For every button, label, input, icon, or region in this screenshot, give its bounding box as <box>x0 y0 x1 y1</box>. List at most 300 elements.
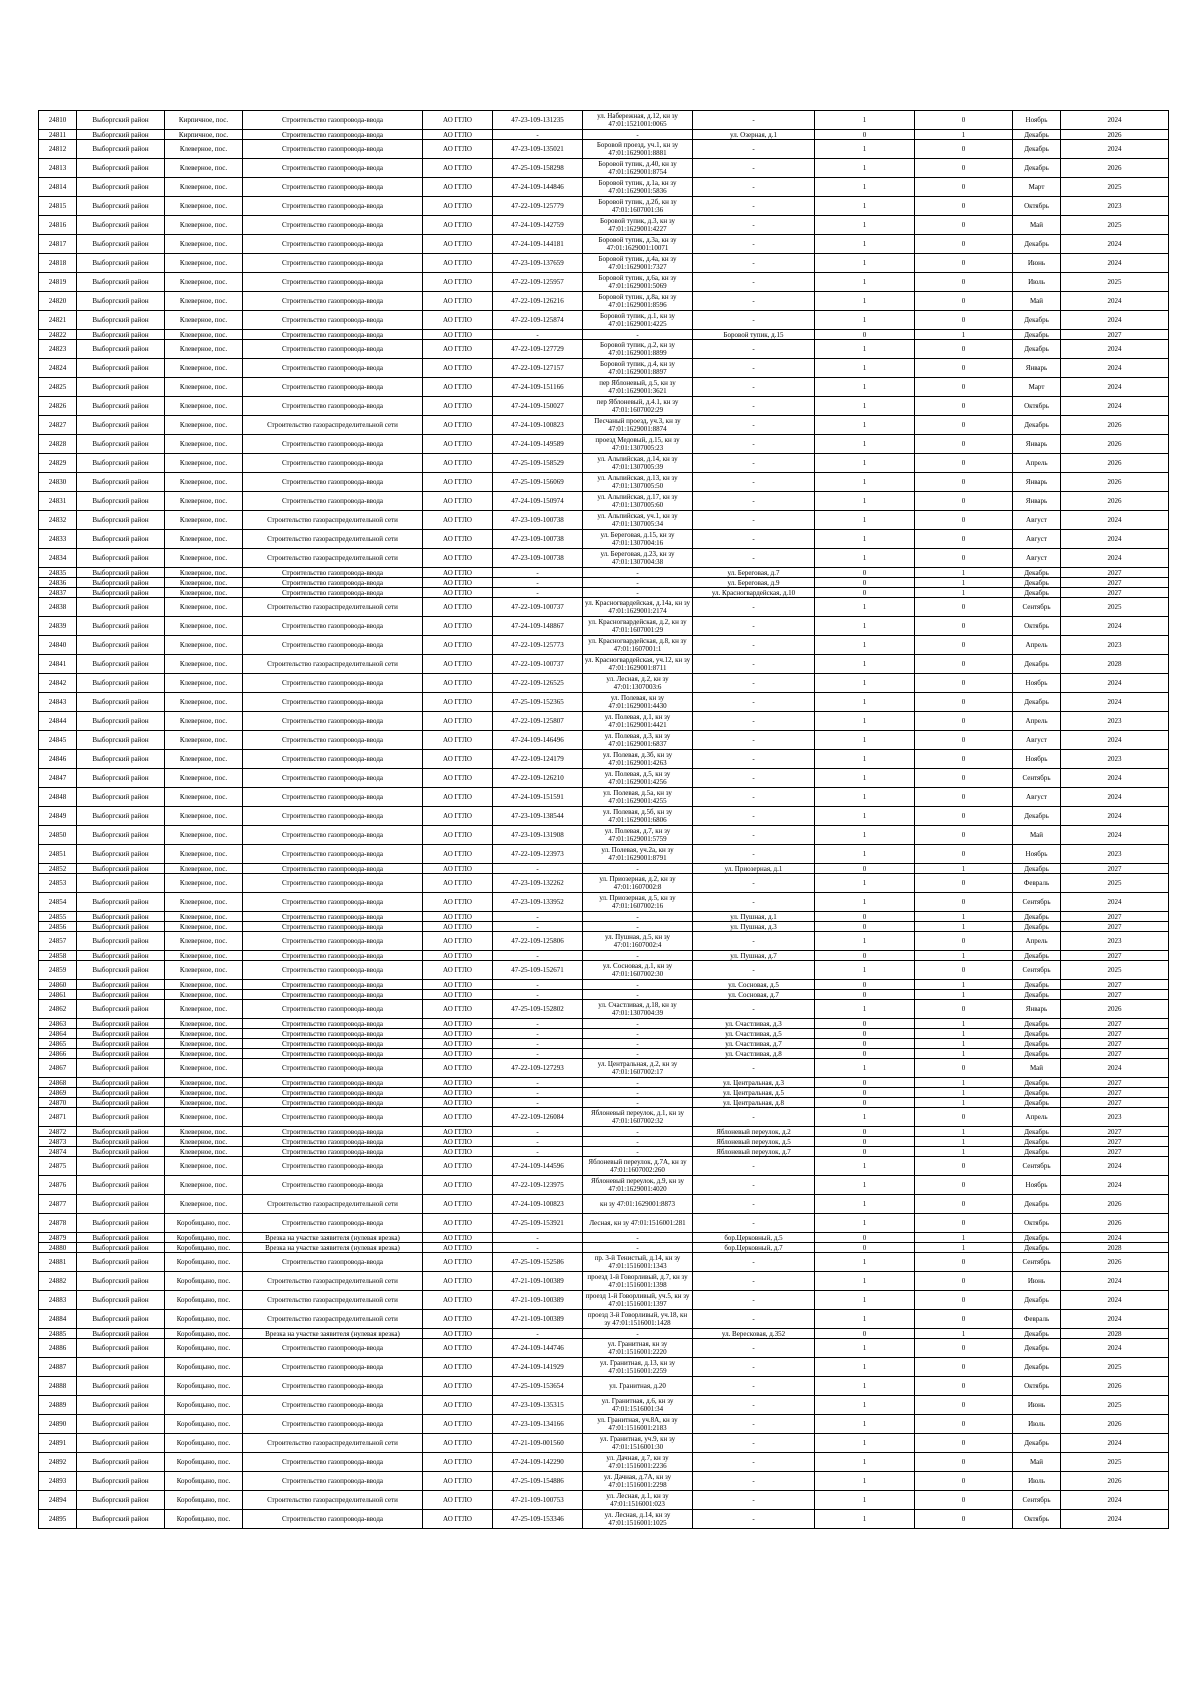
cell-year: 2024 <box>1061 807 1169 826</box>
cell-org: АО ГГЛО <box>423 932 493 951</box>
table-row <box>39 617 1169 636</box>
cell-month: Декабрь <box>1013 578 1061 588</box>
cell-code: 47-25-109-152671 <box>493 961 583 980</box>
cell-work: Врезка на участке заявителя (нулевая врезка) <box>243 1233 423 1243</box>
cell-a: 1 <box>815 492 915 511</box>
cell-code: 47-24-109-142759 <box>493 216 583 235</box>
cell-work: Строительство газопровода-ввода <box>243 454 423 473</box>
table-row <box>39 750 1169 769</box>
cell-month: Март <box>1013 178 1061 197</box>
table-row <box>39 311 1169 330</box>
cell-addr2: - <box>693 893 815 912</box>
cell-addr2: - <box>693 769 815 788</box>
cell-org: АО ГГЛО <box>423 1000 493 1019</box>
cell-org: АО ГГЛО <box>423 1377 493 1396</box>
cell-work: Строительство газопровода-ввода <box>243 435 423 454</box>
cell-locality: Клеверное, пос. <box>165 588 243 598</box>
cell-code: 47-25-109-156069 <box>493 473 583 492</box>
cell-n: 24893 <box>39 1472 77 1491</box>
cell-code: 47-23-109-134166 <box>493 1415 583 1434</box>
cell-month: Декабрь <box>1013 1029 1061 1039</box>
cell-month: Декабрь <box>1013 990 1061 1000</box>
cell-n: 24810 <box>39 111 77 130</box>
cell-year: 2025 <box>1061 961 1169 980</box>
cell-a: 1 <box>815 617 915 636</box>
cell-a: 0 <box>815 1049 915 1059</box>
cell-code: - <box>493 1329 583 1339</box>
cell-year: 2023 <box>1061 750 1169 769</box>
table-row <box>39 254 1169 273</box>
cell-work: Строительство газопровода-ввода <box>243 1059 423 1078</box>
cell-code: 47-24-109-141929 <box>493 1358 583 1377</box>
cell-code: - <box>493 1233 583 1243</box>
cell-locality: Клеверное, пос. <box>165 750 243 769</box>
cell-month: Ноябрь <box>1013 845 1061 864</box>
cell-locality: Клеверное, пос. <box>165 922 243 932</box>
cell-b: 0 <box>915 416 1013 435</box>
cell-district: Выборгский район <box>77 1396 165 1415</box>
cell-code: 47-21-109-100389 <box>493 1310 583 1329</box>
cell-addr: ул. Полевая, д.5б, кн зу 47:01:1629001:6806 <box>583 807 693 826</box>
cell-n: 24877 <box>39 1195 77 1214</box>
cell-org: АО ГГЛО <box>423 473 493 492</box>
cell-addr2: Яблоневый переулок, д.2 <box>693 1127 815 1137</box>
cell-code: 47-25-109-158529 <box>493 454 583 473</box>
cell-a: 1 <box>815 159 915 178</box>
cell-code: - <box>493 1078 583 1088</box>
cell-b: 0 <box>915 1272 1013 1291</box>
cell-district: Выборгский район <box>77 1108 165 1127</box>
cell-a: 0 <box>815 1098 915 1108</box>
cell-year: 2027 <box>1061 588 1169 598</box>
cell-district: Выборгский район <box>77 769 165 788</box>
cell-addr2: - <box>693 874 815 893</box>
cell-locality: Коробицыно, пос. <box>165 1453 243 1472</box>
cell-year: 2024 <box>1061 1059 1169 1078</box>
table-row <box>39 932 1169 951</box>
cell-addr2: - <box>693 1272 815 1291</box>
cell-org: АО ГГЛО <box>423 912 493 922</box>
cell-org: АО ГГЛО <box>423 1472 493 1491</box>
cell-year: 2024 <box>1061 111 1169 130</box>
cell-addr2: - <box>693 674 815 693</box>
cell-b: 0 <box>915 254 1013 273</box>
cell-locality: Клеверное, пос. <box>165 1059 243 1078</box>
cell-n: 24865 <box>39 1039 77 1049</box>
cell-addr: ул. Приозерная, д.2, кн зу 47:01:1607002:8 <box>583 874 693 893</box>
cell-locality: Клеверное, пос. <box>165 254 243 273</box>
cell-b: 0 <box>915 845 1013 864</box>
cell-month: Июнь <box>1013 1396 1061 1415</box>
cell-org: АО ГГЛО <box>423 1019 493 1029</box>
cell-a: 1 <box>815 473 915 492</box>
table-row <box>39 1396 1169 1415</box>
cell-b: 0 <box>915 397 1013 416</box>
cell-b: 1 <box>915 1039 1013 1049</box>
cell-locality: Клеверное, пос. <box>165 980 243 990</box>
cell-work: Строительство газопровода-ввода <box>243 1472 423 1491</box>
cell-year: 2027 <box>1061 1029 1169 1039</box>
cell-addr: - <box>583 568 693 578</box>
table-row <box>39 1339 1169 1358</box>
cell-org: АО ГГЛО <box>423 235 493 254</box>
table-row <box>39 1377 1169 1396</box>
cell-b: 0 <box>915 1059 1013 1078</box>
cell-org: АО ГГЛО <box>423 826 493 845</box>
table-row <box>39 1127 1169 1137</box>
cell-a: 1 <box>815 1339 915 1358</box>
cell-locality: Коробицыно, пос. <box>165 1310 243 1329</box>
cell-a: 1 <box>815 1291 915 1310</box>
cell-year: 2023 <box>1061 932 1169 951</box>
cell-addr2: - <box>693 1157 815 1176</box>
cell-addr: ул. Гранитная, уч.9, кн зу 47:01:1516001:30 <box>583 1434 693 1453</box>
cell-month: Декабрь <box>1013 1233 1061 1243</box>
cell-year: 2024 <box>1061 1272 1169 1291</box>
table-row <box>39 435 1169 454</box>
cell-work: Строительство газопровода-ввода <box>243 1137 423 1147</box>
cell-org: АО ГГЛО <box>423 893 493 912</box>
cell-year: 2026 <box>1061 1415 1169 1434</box>
cell-n: 24834 <box>39 549 77 568</box>
cell-year: 2024 <box>1061 359 1169 378</box>
cell-b: 0 <box>915 1339 1013 1358</box>
cell-org: АО ГГЛО <box>423 1127 493 1137</box>
cell-locality: Клеверное, пос. <box>165 826 243 845</box>
cell-code: 47-22-109-126216 <box>493 292 583 311</box>
cell-year: 2024 <box>1061 397 1169 416</box>
cell-year: 2025 <box>1061 178 1169 197</box>
cell-code: 47-22-109-127293 <box>493 1059 583 1078</box>
cell-month: Декабрь <box>1013 568 1061 578</box>
cell-a: 0 <box>815 1243 915 1253</box>
cell-work: Строительство газопровода-ввода <box>243 912 423 922</box>
cell-month: Сентябрь <box>1013 1157 1061 1176</box>
cell-work: Строительство газораспределительной сети <box>243 1310 423 1329</box>
cell-addr: Боровой тупик, д.1а, кн зу 47:01:1629001:5836 <box>583 178 693 197</box>
cell-addr2: - <box>693 1377 815 1396</box>
cell-work: Строительство газопровода-ввода <box>243 197 423 216</box>
cell-b: 0 <box>915 340 1013 359</box>
table-body <box>39 111 1169 1529</box>
cell-b: 0 <box>915 492 1013 511</box>
cell-month: Декабрь <box>1013 807 1061 826</box>
cell-org: АО ГГЛО <box>423 788 493 807</box>
cell-addr: проезд Медовый, д.15, кн зу 47:01:1307005:23 <box>583 435 693 454</box>
cell-work: Строительство газораспределительной сети <box>243 1195 423 1214</box>
cell-code: 47-25-109-152586 <box>493 1253 583 1272</box>
cell-addr2: - <box>693 140 815 159</box>
cell-district: Выборгский район <box>77 912 165 922</box>
cell-district: Выборгский район <box>77 397 165 416</box>
cell-district: Выборгский район <box>77 292 165 311</box>
cell-a: 1 <box>815 530 915 549</box>
cell-addr: - <box>583 980 693 990</box>
cell-month: Декабрь <box>1013 1019 1061 1029</box>
cell-code: 47-25-109-153921 <box>493 1214 583 1233</box>
cell-year: 2024 <box>1061 292 1169 311</box>
cell-n: 24874 <box>39 1147 77 1157</box>
table-row <box>39 578 1169 588</box>
cell-addr: Боровой проезд, уч.1, кн зу 47:01:1629001:8881 <box>583 140 693 159</box>
cell-n: 24863 <box>39 1019 77 1029</box>
cell-year: 2027 <box>1061 1147 1169 1157</box>
cell-year: 2027 <box>1061 578 1169 588</box>
table-row <box>39 1195 1169 1214</box>
cell-district: Выборгский район <box>77 788 165 807</box>
cell-addr: пр. 3-й Тенистый, д.14, кн зу 47:01:1516001:1343 <box>583 1253 693 1272</box>
cell-n: 24883 <box>39 1291 77 1310</box>
cell-a: 1 <box>815 1253 915 1272</box>
cell-n: 24859 <box>39 961 77 980</box>
cell-org: АО ГГЛО <box>423 1039 493 1049</box>
cell-a: 0 <box>815 1078 915 1088</box>
table-row <box>39 990 1169 1000</box>
cell-year: 2027 <box>1061 1078 1169 1088</box>
cell-n: 24832 <box>39 511 77 530</box>
cell-year: 2024 <box>1061 1157 1169 1176</box>
cell-addr: Боровой тупик, д.4, кн зу 47:01:1629001:8897 <box>583 359 693 378</box>
cell-work: Строительство газопровода-ввода <box>243 788 423 807</box>
table-row <box>39 159 1169 178</box>
cell-addr2: - <box>693 712 815 731</box>
cell-work: Строительство газопровода-ввода <box>243 1339 423 1358</box>
cell-org: АО ГГЛО <box>423 340 493 359</box>
cell-org: АО ГГЛО <box>423 159 493 178</box>
cell-year: 2024 <box>1061 788 1169 807</box>
cell-month: Май <box>1013 1059 1061 1078</box>
cell-addr2: - <box>693 1339 815 1358</box>
cell-work: Строительство газопровода-ввода <box>243 568 423 578</box>
cell-locality: Коробицыно, пос. <box>165 1377 243 1396</box>
cell-org: АО ГГЛО <box>423 598 493 617</box>
cell-b: 0 <box>915 1195 1013 1214</box>
cell-month: Декабрь <box>1013 1078 1061 1088</box>
cell-district: Выборгский район <box>77 1059 165 1078</box>
cell-locality: Клеверное, пос. <box>165 549 243 568</box>
cell-n: 24862 <box>39 1000 77 1019</box>
cell-code: - <box>493 1127 583 1137</box>
table-row <box>39 273 1169 292</box>
cell-addr: - <box>583 1029 693 1039</box>
cell-district: Выборгский район <box>77 549 165 568</box>
cell-org: АО ГГЛО <box>423 1195 493 1214</box>
cell-addr2: бор.Церковный, д.5 <box>693 1233 815 1243</box>
cell-locality: Коробицыно, пос. <box>165 1358 243 1377</box>
cell-n: 24857 <box>39 932 77 951</box>
cell-n: 24892 <box>39 1453 77 1472</box>
table-row <box>39 1415 1169 1434</box>
cell-n: 24861 <box>39 990 77 1000</box>
cell-locality: Клеверное, пос. <box>165 769 243 788</box>
cell-addr: Яблоневый переулок, д.7А, кн зу 47:01:1607002:260 <box>583 1157 693 1176</box>
cell-month: Декабрь <box>1013 912 1061 922</box>
cell-addr2: - <box>693 1000 815 1019</box>
cell-locality: Клеверное, пос. <box>165 378 243 397</box>
cell-code: 47-25-109-152365 <box>493 693 583 712</box>
cell-work: Строительство газопровода-ввода <box>243 617 423 636</box>
cell-work: Строительство газопровода-ввода <box>243 731 423 750</box>
cell-addr: ул. Альпийская, д.13, кн зу 47:01:1307005:50 <box>583 473 693 492</box>
cell-work: Строительство газопровода-ввода <box>243 769 423 788</box>
cell-b: 1 <box>915 951 1013 961</box>
cell-addr: кн зу 47:01:1629001:8873 <box>583 1195 693 1214</box>
cell-year: 2025 <box>1061 273 1169 292</box>
cell-work: Строительство газопровода-ввода <box>243 1039 423 1049</box>
cell-a: 1 <box>815 1472 915 1491</box>
cell-b: 0 <box>915 893 1013 912</box>
cell-locality: Коробицыно, пос. <box>165 1510 243 1529</box>
cell-addr: ул. Красногвардейская, уч.12, кн зу 47:01:1629001:8711 <box>583 655 693 674</box>
cell-org: АО ГГЛО <box>423 1147 493 1157</box>
cell-a: 1 <box>815 1491 915 1510</box>
cell-a: 1 <box>815 549 915 568</box>
cell-b: 0 <box>915 1358 1013 1377</box>
cell-addr2: - <box>693 845 815 864</box>
cell-b: 0 <box>915 1176 1013 1195</box>
cell-n: 24833 <box>39 530 77 549</box>
cell-month: Октябрь <box>1013 1377 1061 1396</box>
cell-org: АО ГГЛО <box>423 273 493 292</box>
cell-addr2: ул. Пушная, д.3 <box>693 922 815 932</box>
cell-org: АО ГГЛО <box>423 1214 493 1233</box>
cell-code: 47-24-109-150027 <box>493 397 583 416</box>
table-row <box>39 788 1169 807</box>
cell-work: Строительство газопровода-ввода <box>243 178 423 197</box>
cell-work: Строительство газопровода-ввода <box>243 1157 423 1176</box>
cell-a: 1 <box>815 1310 915 1329</box>
cell-org: АО ГГЛО <box>423 1243 493 1253</box>
cell-a: 1 <box>815 1000 915 1019</box>
cell-locality: Клеверное, пос. <box>165 568 243 578</box>
cell-district: Выборгский район <box>77 731 165 750</box>
cell-n: 24868 <box>39 1078 77 1088</box>
cell-work: Строительство газопровода-ввода <box>243 340 423 359</box>
cell-addr: ул. Полевая, д.5, кн зу 47:01:1629001:4256 <box>583 769 693 788</box>
cell-code: 47-25-109-154886 <box>493 1472 583 1491</box>
cell-code: 47-22-109-100737 <box>493 598 583 617</box>
cell-n: 24818 <box>39 254 77 273</box>
table-row <box>39 511 1169 530</box>
cell-n: 24855 <box>39 912 77 922</box>
cell-b: 0 <box>915 197 1013 216</box>
cell-code: 47-21-109-100389 <box>493 1272 583 1291</box>
cell-district: Выборгский район <box>77 1253 165 1272</box>
cell-b: 0 <box>915 1434 1013 1453</box>
cell-month: Декабрь <box>1013 130 1061 140</box>
cell-a: 0 <box>815 1137 915 1147</box>
cell-work: Строительство газопровода-ввода <box>243 1358 423 1377</box>
cell-locality: Клеверное, пос. <box>165 197 243 216</box>
cell-district: Выборгский район <box>77 1078 165 1088</box>
cell-b: 0 <box>915 1491 1013 1510</box>
cell-n: 24838 <box>39 598 77 617</box>
cell-b: 0 <box>915 1310 1013 1329</box>
cell-work: Врезка на участке заявителя (нулевая врезка) <box>243 1243 423 1253</box>
cell-year: 2028 <box>1061 655 1169 674</box>
cell-year: 2024 <box>1061 617 1169 636</box>
cell-n: 24884 <box>39 1310 77 1329</box>
cell-year: 2024 <box>1061 1491 1169 1510</box>
cell-org: АО ГГЛО <box>423 568 493 578</box>
cell-n: 24828 <box>39 435 77 454</box>
cell-district: Выборгский район <box>77 750 165 769</box>
cell-addr: Боровой тупик, д.4а, кн зу 47:01:1629001:7327 <box>583 254 693 273</box>
cell-a: 0 <box>815 912 915 922</box>
cell-district: Выборгский район <box>77 588 165 598</box>
cell-org: АО ГГЛО <box>423 511 493 530</box>
cell-year: 2027 <box>1061 1019 1169 1029</box>
cell-b: 0 <box>915 1253 1013 1272</box>
cell-district: Выборгский район <box>77 1019 165 1029</box>
cell-year: 2023 <box>1061 845 1169 864</box>
cell-year: 2024 <box>1061 511 1169 530</box>
cell-b: 0 <box>915 1453 1013 1472</box>
cell-year: 2026 <box>1061 492 1169 511</box>
cell-addr2: - <box>693 378 815 397</box>
cell-district: Выборгский район <box>77 454 165 473</box>
table-row <box>39 807 1169 826</box>
cell-n: 24816 <box>39 216 77 235</box>
cell-month: Ноябрь <box>1013 111 1061 130</box>
cell-code: 47-25-109-152802 <box>493 1000 583 1019</box>
cell-work: Строительство газопровода-ввода <box>243 826 423 845</box>
cell-code: 47-23-109-100738 <box>493 549 583 568</box>
cell-month: Декабрь <box>1013 1329 1061 1339</box>
cell-district: Выборгский район <box>77 1453 165 1472</box>
cell-addr: - <box>583 1127 693 1137</box>
cell-year: 2027 <box>1061 568 1169 578</box>
cell-year: 2024 <box>1061 769 1169 788</box>
cell-n: 24814 <box>39 178 77 197</box>
cell-n: 24813 <box>39 159 77 178</box>
table-row <box>39 1147 1169 1157</box>
cell-month: Август <box>1013 731 1061 750</box>
cell-addr: ул. Пушная, д.5, кн зу 47:01:1607002:4 <box>583 932 693 951</box>
cell-month: Ноябрь <box>1013 1176 1061 1195</box>
cell-addr2: - <box>693 1510 815 1529</box>
cell-year: 2024 <box>1061 693 1169 712</box>
cell-n: 24894 <box>39 1491 77 1510</box>
cell-work: Строительство газопровода-ввода <box>243 235 423 254</box>
cell-b: 1 <box>915 1329 1013 1339</box>
cell-b: 1 <box>915 864 1013 874</box>
cell-a: 1 <box>815 397 915 416</box>
cell-code: 47-24-109-148867 <box>493 617 583 636</box>
cell-n: 24836 <box>39 578 77 588</box>
cell-addr2: - <box>693 1472 815 1491</box>
cell-district: Выборгский район <box>77 845 165 864</box>
cell-year: 2026 <box>1061 1195 1169 1214</box>
cell-n: 24817 <box>39 235 77 254</box>
cell-b: 0 <box>915 807 1013 826</box>
cell-locality: Клеверное, пос. <box>165 788 243 807</box>
cell-month: Август <box>1013 511 1061 530</box>
cell-org: АО ГГЛО <box>423 435 493 454</box>
cell-locality: Клеверное, пос. <box>165 655 243 674</box>
cell-b: 0 <box>915 292 1013 311</box>
cell-code: 47-22-109-125874 <box>493 311 583 330</box>
cell-code: - <box>493 130 583 140</box>
cell-a: 1 <box>815 178 915 197</box>
cell-org: АО ГГЛО <box>423 1415 493 1434</box>
table-row <box>39 1510 1169 1529</box>
cell-month: Декабрь <box>1013 1147 1061 1157</box>
cell-month: Май <box>1013 826 1061 845</box>
cell-n: 24843 <box>39 693 77 712</box>
table-row <box>39 893 1169 912</box>
cell-a: 0 <box>815 980 915 990</box>
